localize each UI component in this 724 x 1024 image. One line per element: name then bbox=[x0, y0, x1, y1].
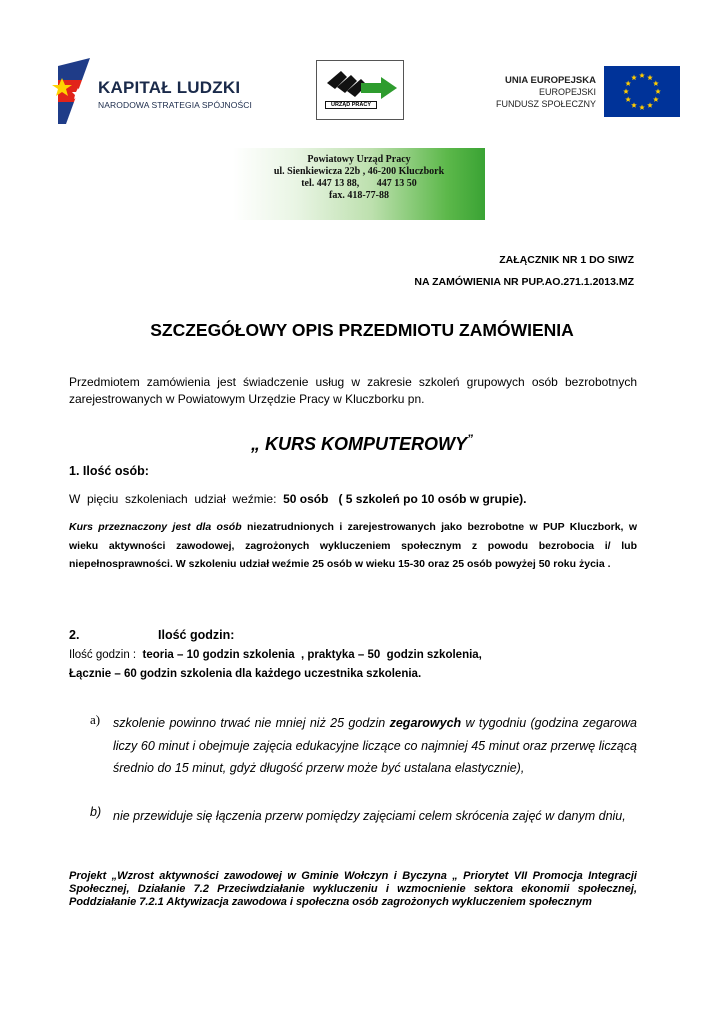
urzad-pracy-logo-text: URZĄD PRACY bbox=[325, 101, 377, 109]
eu-text-fund-line2: FUNDUSZ SPOŁECZNY bbox=[495, 99, 596, 109]
urzad-pracy-emblem-icon bbox=[317, 61, 403, 119]
eu-star-icon bbox=[631, 102, 637, 107]
office-street: ul. Sienkiewicza 22b , 46-200 Kluczbork bbox=[273, 166, 445, 177]
list-item-b: nie przewiduje się łączenia przerw pomiędzy zajęciami celem skrócenia zajęć w danym dniu, bbox=[113, 809, 626, 823]
eu-star-icon bbox=[647, 102, 653, 107]
section2-hours-line bbox=[69, 649, 482, 661]
eu-star-icon bbox=[639, 73, 645, 78]
urzad-pracy-logo bbox=[316, 60, 404, 120]
section2-total-hours: Łącznie – 60 godzin szkolenia dla każdego uczestnika szkolenia. bbox=[69, 668, 422, 680]
section1-description-italic: Kurs przeznaczony jest dla osób bbox=[69, 521, 242, 533]
kapital-ludzki-subtitle: NARODOWA STRATEGIA SPÓJNOŚCI bbox=[98, 100, 252, 110]
eu-stars-icon bbox=[604, 66, 680, 117]
eu-star-icon bbox=[639, 105, 645, 110]
eu-star-icon bbox=[647, 75, 653, 80]
office-name: Powiatowy Urząd Pracy bbox=[307, 154, 411, 165]
kapital-ludzki-emblem-icon bbox=[52, 58, 96, 128]
list-item-b-marker: b) bbox=[90, 805, 102, 819]
document-title: SZCZEGÓŁOWY OPIS PRZEDMIOTU ZAMÓWIENIA bbox=[150, 320, 574, 340]
eu-text-union: UNIA EUROPEJSKA bbox=[505, 75, 596, 86]
intro-paragraph: Przedmiotem zamówienia jest świadczenie usług w zakresie szkoleń grupowych osób bezrobotnych zarejestrowanych w Powiatowym Urzędzie Pracy w Kluczborku pn. bbox=[69, 375, 637, 406]
office-address-box bbox=[233, 148, 485, 220]
attachment-line1: ZAŁĄCZNIK NR 1 DO SIWZ bbox=[499, 254, 634, 266]
list-item-a-text2: w tygodniu (godzina zegarowa liczy 60 minut i obejmuje zajęcia edukacyjne liczące co najmniej 45 minut oraz przerwę liczącą średnio do 15 minut, gdyż długość przerw może być ustalana elastycznie), bbox=[113, 716, 638, 775]
section1-heading: 1. Ilość osób: bbox=[69, 464, 149, 478]
list-item-a bbox=[113, 712, 637, 780]
eu-star-icon bbox=[625, 97, 631, 102]
eu-star-icon bbox=[625, 81, 631, 86]
project-footer: Projekt „Wzrost aktywności zawodowej w Gminie Wołczyn i Byczyna „ Priorytet VII Promocja Integracji Społecznej, Działanie 7.2 Przeciwdziałanie wykluczeniu i wzmocnienie sektora ekonomii społecznej, Poddziałanie 7.2.1 Aktywizacja zawodowa i społeczna osób zagrożonych wykluczeniem społecznym bbox=[69, 870, 637, 908]
list-item-a-text1: szkolenie powinno trwać nie mniej niż 25 godzin bbox=[113, 716, 390, 730]
course-name bbox=[0, 432, 724, 455]
eu-star-icon bbox=[653, 81, 659, 86]
eu-star-icon bbox=[623, 89, 629, 94]
kapital-ludzki-title: KAPITAŁ LUDZKI bbox=[98, 78, 241, 97]
section2-number: 2. bbox=[69, 628, 80, 642]
attachment-line2: NA ZAMÓWIENIA NR PUP.AO.271.1.2013.MZ bbox=[414, 276, 634, 288]
eu-star-icon bbox=[655, 89, 661, 94]
eu-star-icon bbox=[631, 75, 637, 80]
list-item-a-bold: zegarowych bbox=[389, 716, 462, 730]
course-name-text: „ KURS KOMPUTEROWY bbox=[251, 434, 467, 454]
section1-participants-prefix: W pięciu szkoleniach udział weźmie: bbox=[69, 492, 284, 506]
section2-hours-breakdown: teoria – 10 godzin szkolenia , praktyka – 50 godzin szkolenia, bbox=[142, 649, 482, 661]
section1-participants-count: 50 osób ( 5 szkoleń po 10 osób w grupie). bbox=[283, 492, 527, 506]
eu-flag-icon bbox=[604, 66, 680, 117]
section1-description bbox=[69, 518, 637, 574]
list-item-a-marker: a) bbox=[90, 712, 101, 727]
section2-hours-prefix: Ilość godzin : bbox=[69, 649, 143, 661]
course-name-close-quote: ” bbox=[467, 432, 473, 446]
section2-heading: Ilość godzin: bbox=[158, 628, 235, 642]
section1-description-rest: niezatrudnionych i zarejestrowanych jako bezrobotne w PUP Kluczbork, w wieku aktywności zawodowej, zagrożonych wykluczeniem społecznym z powodu bezrobocia i/ lub niepełnosprawności. W szkoleniu udział weźmie 25 osób w wieku 15-30 oraz 25 osób powyżej 50 roku życia . bbox=[69, 521, 638, 570]
eu-text-fund-line1: EUROPEJSKI bbox=[538, 87, 596, 97]
office-fax: fax. 418-77-88 bbox=[329, 190, 389, 201]
office-phone: tel. 447 13 88, 447 13 50 bbox=[301, 178, 417, 189]
section1-participants bbox=[69, 492, 526, 506]
eu-star-icon bbox=[653, 97, 659, 102]
